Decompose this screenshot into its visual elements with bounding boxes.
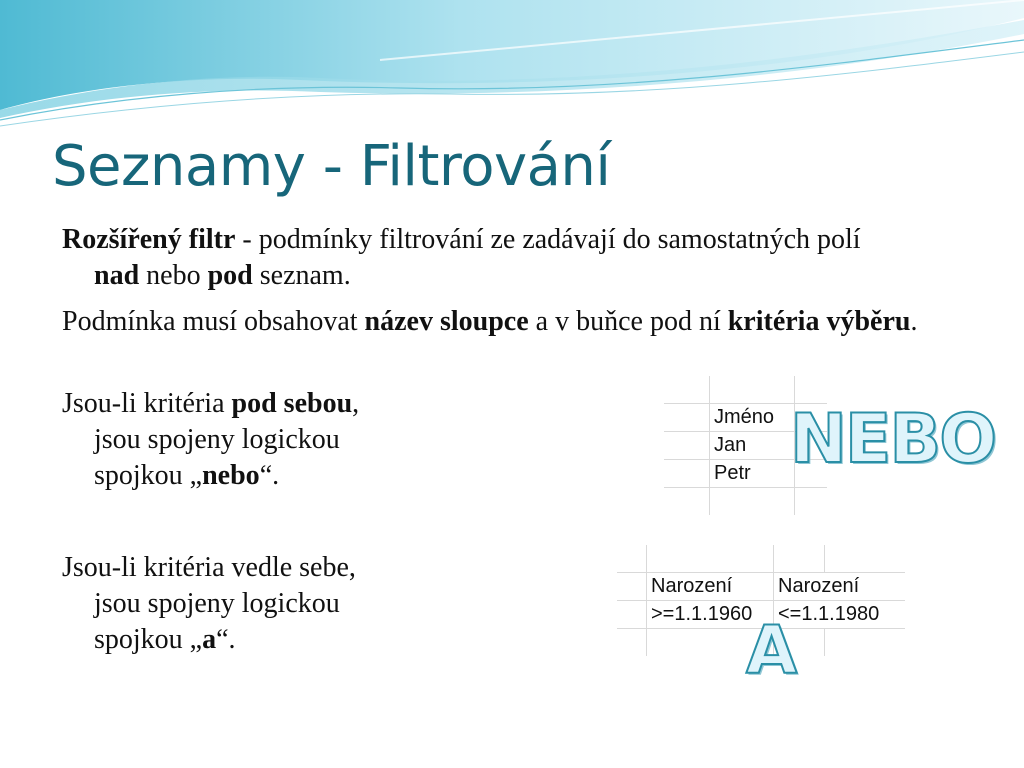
cell xyxy=(617,629,647,657)
table-cell: Jan xyxy=(710,432,795,460)
paragraph-and-rule xyxy=(62,550,574,658)
text: spojkou „ xyxy=(94,460,203,491)
text: nebo xyxy=(139,260,208,291)
cell xyxy=(664,376,710,404)
cell xyxy=(617,601,647,629)
table-header: Narození xyxy=(774,573,906,601)
line xyxy=(94,622,574,658)
text: seznam. xyxy=(252,260,351,291)
text: “. xyxy=(216,624,236,655)
cell xyxy=(710,488,795,516)
text: - podmínky filtrování ze zadávají do samostatných polí xyxy=(235,224,861,255)
term-criteria: kritéria výběru xyxy=(727,306,911,337)
paragraph-advanced-filter xyxy=(62,222,894,294)
header-wave-decoration xyxy=(0,0,1024,130)
cell xyxy=(647,545,774,573)
line xyxy=(62,550,574,586)
text: jsou spojeny logickou xyxy=(94,424,340,455)
term-nad: nad xyxy=(94,260,140,291)
line xyxy=(94,422,574,458)
table-cell: Petr xyxy=(710,460,795,488)
text: Podmínka musí obsahovat xyxy=(62,306,365,337)
line xyxy=(94,586,574,622)
text: . xyxy=(910,306,918,337)
text: “. xyxy=(259,460,280,491)
term-advanced-filter: Rozšířený filtr xyxy=(62,224,236,255)
table-header: Narození xyxy=(647,573,774,601)
table-header: Jméno xyxy=(710,404,795,432)
cell xyxy=(825,545,906,573)
cell xyxy=(664,460,710,488)
table-cell: >=1.1.1960 xyxy=(647,601,774,629)
cell xyxy=(617,545,647,573)
cell xyxy=(664,432,710,460)
cell xyxy=(710,376,795,404)
text: , xyxy=(352,388,360,419)
text: Jsou-li kritéria xyxy=(62,388,232,419)
paragraph-or-rule xyxy=(62,386,574,494)
text: Jsou-li kritéria vedle sebe, xyxy=(62,552,356,583)
cell xyxy=(664,488,710,516)
cell xyxy=(795,488,828,516)
paragraph-condition xyxy=(62,304,994,340)
label-and: A xyxy=(746,612,798,689)
cell xyxy=(664,404,710,432)
cell xyxy=(617,573,647,601)
cell xyxy=(825,629,906,657)
table-cell: <=1.1.1980 xyxy=(774,601,906,629)
cell xyxy=(774,545,825,573)
term-a: a xyxy=(202,624,217,655)
label-or: NEBO xyxy=(790,400,995,479)
line xyxy=(62,386,574,422)
text: a v buňce pod ní xyxy=(528,306,728,337)
slide-title: Seznamy - Filtrování xyxy=(52,134,611,199)
term-nebo: nebo xyxy=(202,460,260,491)
term-pod: pod xyxy=(207,260,253,291)
text: jsou spojeny logickou xyxy=(94,588,340,619)
term-column-name: název sloupce xyxy=(364,306,529,337)
term-pod-sebou: pod sebou xyxy=(231,388,353,419)
text: spojkou „ xyxy=(94,624,203,655)
line xyxy=(94,458,574,494)
